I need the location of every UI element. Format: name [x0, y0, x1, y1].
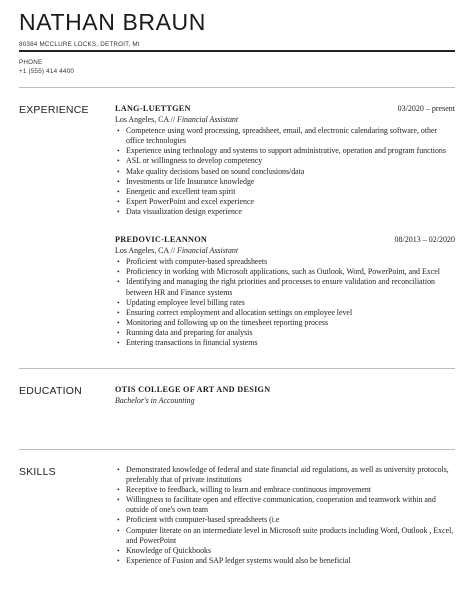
candidate-address: 80384 MCCLURE LOCKS, DETROIT, MI: [19, 41, 140, 48]
education-section-title: EDUCATION: [19, 385, 82, 397]
skill-item: • Computer literate on an intermediate level in Microsoft suite products including Word, Outlook , Excel, and PowerPoint: [115, 526, 455, 546]
skill-item: • Experience of Fusion and SAP ledger systems would also be beneficial: [115, 556, 455, 566]
job-dates: 03/2020 – present: [397, 104, 455, 113]
job-bullet: • Proficiency in working with Microsoft applications, such as Outlook, Word, PowerPoint, and Excel: [115, 267, 455, 277]
job-bullet: • Make quality decisions based on sound conclusions/data: [115, 167, 455, 177]
skill-item: • Willingness to facilitate open and effective communication, cooperation and teamwork within and outside of one's own team: [115, 495, 455, 515]
skill-item: • Proficient with computer-based spreadsheets (i.e: [115, 515, 455, 525]
job-bullets: [115, 257, 455, 348]
job-bullet: • Data visualization design experience: [115, 207, 455, 217]
job-location: Los Angeles, CA //: [115, 115, 178, 125]
job-bullet: • Competence using word processing, spreadsheet, email, and electronic calendaring software, other office technologies: [115, 126, 455, 146]
job-location: Los Angeles, CA //: [115, 246, 178, 256]
job-bullet: • Ensuring correct employment and allocation settings on employee level: [115, 308, 455, 318]
job-role: Financial Assistant: [177, 115, 239, 125]
job-bullet: • Identifying and managing the right priorities and processes to ensure validation and reconciliation between HR and Finance systems: [115, 277, 455, 297]
job-bullets: [115, 126, 455, 217]
job-entry: [115, 235, 455, 348]
experience-section-title: EXPERIENCE: [19, 104, 89, 116]
job-company: LANG-LUETTGEN: [115, 104, 191, 113]
job-bullet: • Experience using technology and systems to support administrative, operation and program functions: [115, 146, 455, 156]
skill-item: • Demonstrated knowledge of federal and state financial aid regulations, as well as university protocols, preferably that of private institutions: [115, 465, 455, 485]
job-location-role: [115, 246, 455, 256]
contact-divider: [19, 87, 455, 88]
phone-number: +1 (555) 414 4400: [19, 68, 75, 75]
job-bullet: • Monitoring and following up on the timesheet reporting process: [115, 318, 455, 328]
degree-name: Bachelor's in Accounting: [115, 396, 195, 406]
job-company: PREDOVIC-LEANNON: [115, 235, 208, 245]
job-bullet: • Updating employee level billing rates: [115, 298, 455, 308]
job-bullet: • Energetic and excellent team spirit: [115, 187, 455, 197]
job-role: Financial Assistant: [177, 246, 239, 256]
job-bullet: • Expert PowerPoint and excel experience: [115, 197, 455, 207]
school-name: OTIS COLLEGE OF ART AND DESIGN: [115, 385, 271, 394]
skills-list: [115, 465, 455, 566]
experience-divider: [19, 368, 455, 369]
skill-item: • Receptive to feedback, willing to learn and embrace continuous improvement: [115, 485, 455, 495]
job-bullet: • ASL or willingness to develop competency: [115, 156, 455, 166]
skill-item: • Knowledge of Quickbooks: [115, 546, 455, 556]
job-header: [115, 104, 455, 114]
skills-content: [115, 465, 455, 566]
phone-label: PHONE: [19, 59, 43, 66]
skills-section-title: SKILLS: [19, 466, 56, 478]
education-content: [115, 385, 455, 406]
experience-content: [115, 104, 455, 348]
job-bullet: • Investments or life Insurance knowledge: [115, 177, 455, 187]
job-dates: 08/2013 – 02/2020: [394, 235, 455, 245]
resume-header: [19, 9, 455, 48]
job-bullet: • Running data and preparing for analysis: [115, 328, 455, 338]
education-divider: [19, 449, 455, 450]
header-divider: [19, 50, 455, 52]
job-entry: [115, 104, 455, 217]
job-location-role: [115, 115, 455, 125]
candidate-name: NATHAN BRAUN: [19, 9, 206, 35]
job-bullet: • Proficient with computer-based spreadsheets: [115, 257, 455, 267]
job-bullet: • Entering transactions in financial systems: [115, 338, 455, 348]
job-header: [115, 235, 455, 245]
